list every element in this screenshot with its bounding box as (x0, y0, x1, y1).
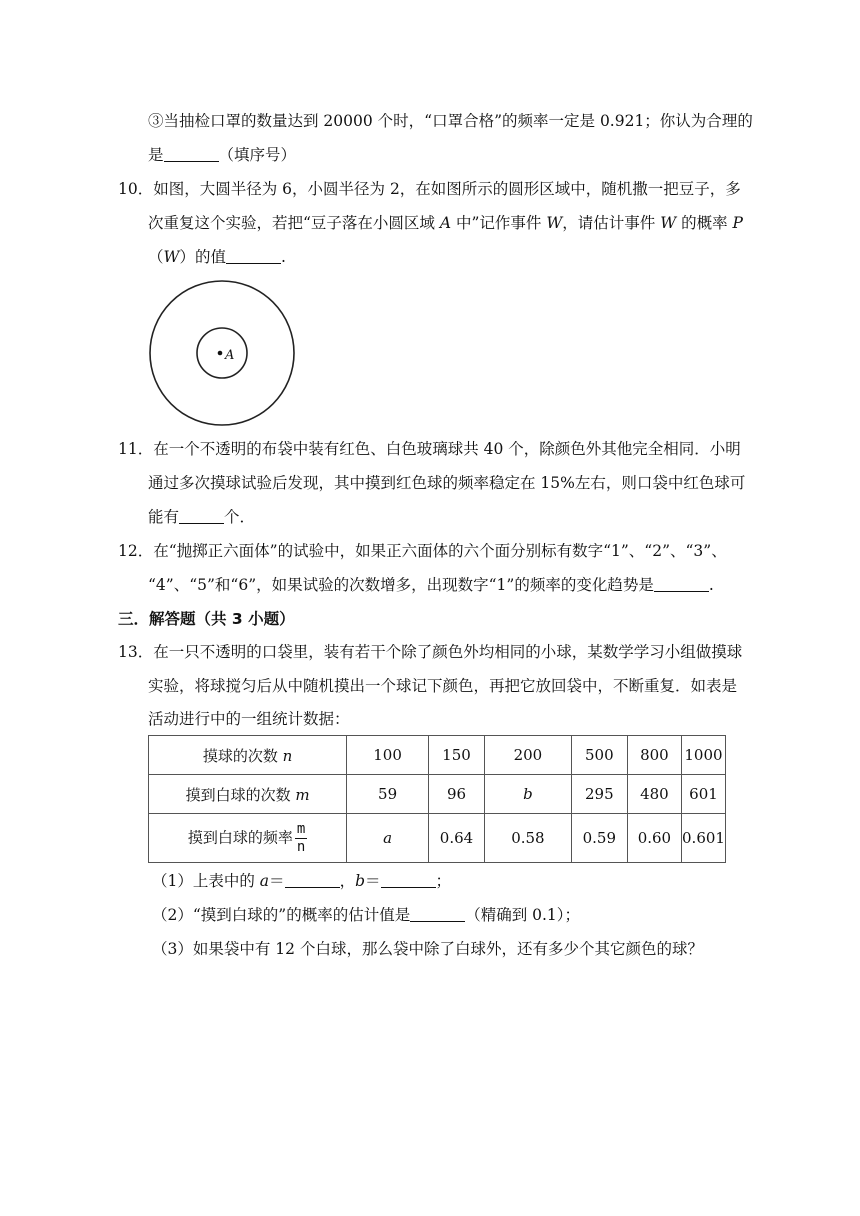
q9-line2 (148, 144, 296, 166)
q12-line1: 12．在“抛掷正六面体”的试验中，如果正六面体的六个面分别标有数字“1”、“2”、“3”、 (118, 542, 727, 560)
q11-text: 能有 (148, 508, 180, 526)
q12-text: “4”、“5”和“6”，如果试验的次数增多，出现数字“1”的频率的变化趋势是 (148, 576, 654, 594)
table-row (149, 736, 726, 775)
q10-line1: 10．如图，大圆半径为 6，小圆半径为 2，在如图所示的圆形区域中，随机撒一把豆子，多 (118, 180, 741, 198)
q13-line1: 13．在一只不透明的口袋里，装有若干个除了颜色外均相同的小球，某数学学习小组做摸球 (118, 643, 743, 661)
var-w: W (660, 214, 677, 232)
q10-text: 的概率 (676, 214, 733, 232)
q13-sub3: （3）如果袋中有 12 个白球，那么袋中除了白球外，还有多少个其它颜色的球？ (152, 940, 703, 958)
table-cell: 0.58 (485, 814, 572, 863)
var-a: A (439, 214, 452, 232)
q10-text: ，请估计事件 (562, 214, 661, 232)
q11-line3 (148, 506, 255, 528)
table-cell: b (485, 775, 572, 814)
q13-sub2: （2）“摸到白球的”的概率的估计值是 （精确到 0.1）； (152, 906, 581, 924)
fraction-m-over-n: $\frac{m}{n}$ (296, 820, 306, 855)
table-cell: 100 (347, 736, 429, 775)
q11-line2: 通过多次摸球试验后发现，其中摸到红色球的频率稳定在 15%左右，则口袋中红色球可 (148, 474, 746, 492)
var-w: W (546, 214, 563, 232)
q10-text: 次重复这个实验，若把“豆子落在小圆区域 (148, 214, 440, 232)
table-row (149, 814, 726, 863)
point-label-a: A (225, 348, 235, 363)
table-cell: 0.59 (571, 814, 627, 863)
concentric-circles-figure (148, 279, 298, 429)
table-cell: 800 (627, 736, 681, 775)
table-cell: 0.64 (428, 814, 484, 863)
table-cell: a (347, 814, 429, 863)
q12-line2 (148, 574, 714, 596)
table-cell: 0.60 (627, 814, 681, 863)
q13-sub1: （1）上表中的 a＝ ，b＝ ； (152, 872, 452, 890)
table-cell: 480 (627, 775, 681, 814)
q13-line2: 实验，将球搅匀后从中随机摸出一个球记下颜色，再把它放回袋中，不断重复．如表是 (148, 677, 738, 695)
row-header-frequency: 摸到白球的频率 $\frac{m}{n}$ (149, 814, 347, 863)
q12-text: . (708, 576, 714, 594)
row-header-m: 摸到白球的次数 m (149, 775, 347, 814)
q10-text: ）的值 (179, 248, 226, 266)
answer-blank (226, 247, 281, 264)
var-p: P (732, 214, 743, 232)
q9-line2-pre: 是 (148, 146, 164, 164)
q11-line1: 11．在一个不透明的布袋中装有红色、白色玻璃球共 40 个，除颜色外其他完全相同．小明 (118, 440, 741, 458)
answer-blank (164, 145, 219, 162)
answer-blank (179, 507, 224, 524)
q13-line3: 活动进行中的一组统计数据： (148, 710, 350, 728)
q9-line1: ③当抽检口罩的数量达到 20000 个时，“口罩合格”的频率一定是 0.921；你认为合理的 (148, 112, 753, 130)
section-title: 三．解答题（共 3 小题） (118, 610, 295, 628)
answer-blank (381, 871, 436, 888)
table-cell: 150 (428, 736, 484, 775)
q9-line2-post: （填序号） (218, 146, 297, 164)
answer-blank (285, 871, 340, 888)
q10-text: . (280, 248, 286, 266)
q10-text: 中”记作事件 (451, 214, 547, 232)
table-cell: 96 (428, 775, 484, 814)
table-cell: 200 (485, 736, 572, 775)
table-row (149, 775, 726, 814)
table-cell: 59 (347, 775, 429, 814)
table-cell: 0.601 (681, 814, 725, 863)
q10-line2 (148, 212, 743, 234)
table-cell: 295 (571, 775, 627, 814)
q10-text: （ (148, 248, 164, 266)
q11-text: 个． (224, 508, 256, 526)
statistics-table (148, 735, 726, 863)
table-cell: 1000 (681, 736, 725, 775)
answer-blank (654, 575, 709, 592)
center-point (218, 351, 223, 356)
answer-blank (410, 905, 465, 922)
var-w: W (163, 248, 180, 266)
row-header-n: 摸球的次数 n (149, 736, 347, 775)
table-cell: 500 (571, 736, 627, 775)
q10-line3 (148, 246, 286, 268)
table-cell: 601 (681, 775, 725, 814)
